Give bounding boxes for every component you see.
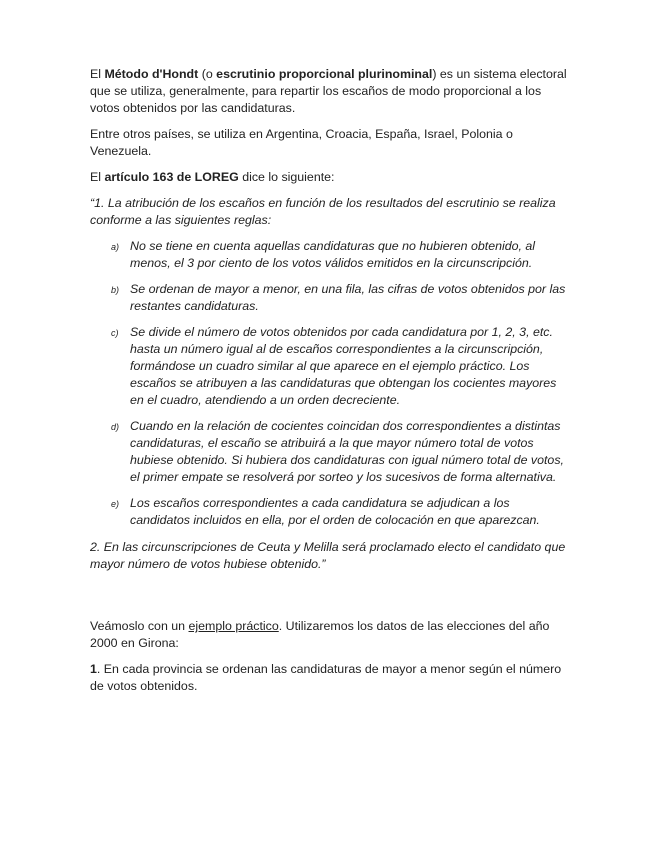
spacer [90, 582, 570, 618]
example-paragraph [90, 618, 570, 652]
quote-intro: “1. La atribución de los escaños en función de los resultados del escrutinio se realiza conforme a las siguientes reglas: [90, 196, 556, 227]
method-name: Método d'Hondt [104, 67, 199, 81]
list-item-text: Cuando en la relación de cocientes coincidan dos correspondientes a distintas candidaturas, el escaño se atribuirá a la que mayor número total de votos hubiese obtenido. Si hubiera dos candidaturas con igual número total de votos, el primer empate se resolverá por sorteo y los sucesivos de forma alternativa. [130, 419, 564, 484]
list-item [90, 281, 570, 315]
list-marker: d) [111, 422, 120, 432]
intro-text-3: ) es un sistema electoral que se utiliza, generalmente, para repartir los escaños de modo proporcional a los votos obtenidos por las candidaturas. [90, 67, 567, 115]
article-reference: artículo 163 de LOREG [104, 170, 239, 184]
quote-end: 2. En las circunscripciones de Ceuta y Melilla será proclamado electo el candidato que mayor número de votos hubiese obtenido.” [90, 540, 566, 571]
intro-text-1: El [90, 67, 105, 81]
rules-list [90, 238, 570, 529]
example-link[interactable]: ejemplo práctico [188, 619, 279, 633]
example-text-1: Veámoslo con un [90, 619, 189, 633]
step-1-paragraph [90, 661, 570, 695]
article-text-2: dice lo siguiente: [238, 170, 335, 184]
list-item-text: Los escaños correspondientes a cada candidatura se adjudican a los candidatos incluidos en ella, por el orden de colocación en que aparezcan. [130, 496, 540, 527]
list-marker: a) [111, 242, 120, 252]
list-item-text: Se divide el número de votos obtenidos por cada candidatura por 1, 2, 3, etc. hasta un número igual al de escaños correspondientes a la circunscripción, formándose un cuadro similar al que aparece en el ejemplo práctico. Los escaños se atribuyen a las candidaturas que obtengan los cocientes mayores en el cuadro, atendiendo a un orden decreciente. [130, 325, 557, 407]
list-marker: b) [111, 285, 120, 295]
list-item-text: Se ordenan de mayor a menor, en una fila, las cifras de votos obtenidos por las restantes candidaturas. [130, 282, 566, 313]
alt-method-name: escrutinio proporcional plurinominal [216, 67, 433, 81]
list-item [90, 238, 570, 272]
article-text-1: El [90, 170, 105, 184]
list-item [90, 418, 570, 486]
intro-paragraph [90, 66, 570, 117]
list-item [90, 324, 570, 409]
article-paragraph [90, 169, 570, 186]
list-item [90, 495, 570, 529]
list-marker: e) [111, 499, 120, 509]
step-number: 1 [90, 662, 97, 676]
list-item-text: No se tiene en cuenta aquellas candidaturas que no hubieren obtenido, al menos, el 3 por ciento de los votos válidos emitidos en la circunscripción. [130, 239, 536, 270]
example-text-2: . Utilizaremos los datos de las elecciones del año 2000 en Girona: [90, 619, 550, 650]
document-page [90, 66, 570, 704]
countries-paragraph: Entre otros países, se utiliza en Argentina, Croacia, España, Israel, Polonia o Venezuela. [90, 127, 513, 158]
intro-text-2: (o [198, 67, 217, 81]
step-text: . En cada provincia se ordenan las candidaturas de mayor a menor según el número de votos obtenidos. [90, 662, 562, 693]
list-marker: c) [111, 328, 119, 338]
